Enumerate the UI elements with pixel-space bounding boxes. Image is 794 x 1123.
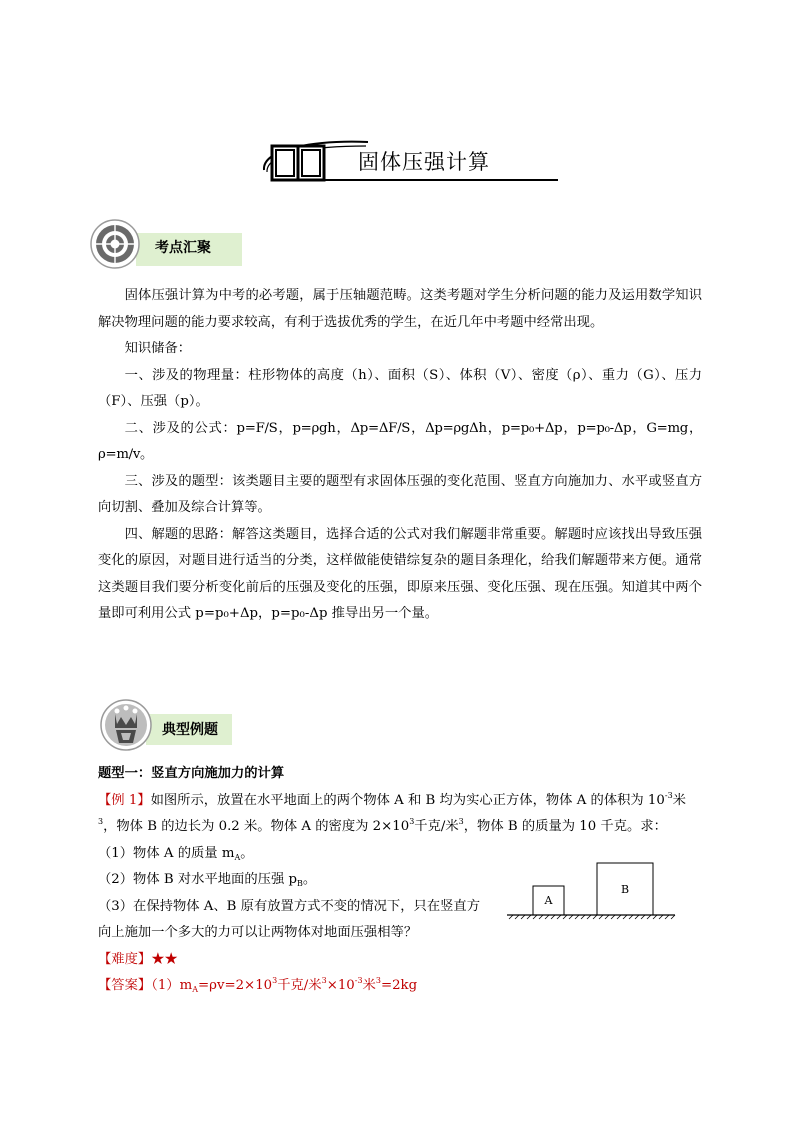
difficulty-stars: ★★ [151, 951, 178, 967]
exponent: -3 [354, 976, 363, 985]
block-b-label: B [620, 883, 630, 896]
answer-text: m [179, 978, 193, 993]
exponent: 3 [272, 976, 278, 985]
example-text: ，物体 B 的边长为 0.2 米。物体 A 的密度为 2×10 [103, 819, 410, 834]
knowledge-item-3: 三、涉及的题型：该类题目主要的题型有求固体压强的变化范围、竖直方向施加力、水平或竖直方向切割、叠加及综合计算等。 [98, 473, 702, 515]
section-title: 典型例题 [162, 722, 218, 738]
section1-body [98, 283, 702, 628]
answer-text: =ρv=2×10 [197, 978, 273, 993]
knowledge-item-2: 二、涉及的公式：p=F/S，p=ρgh，Δp=ΔF/S，Δp=ρgΔh，p=p₀+Δp，p=p₀-Δp，G=mg，ρ=m/v。 [98, 420, 702, 462]
answer-text: 千克/米 [277, 978, 322, 993]
knowledge-item-1: 一、涉及的物理量：柱形物体的高度（h）、面积（S）、体积（V）、密度（ρ）、重力（G）、压力（F）、压强（p）。 [98, 367, 702, 409]
exponent: 3 [375, 976, 381, 985]
intro-paragraph: 固体压强计算为中考的必考题，属于压轴题范畴。这类考题对学生分析问题的能力及运用数学知识解决物理问题的能力要求较高，有利于选拔优秀的学生，在近几年中考题中经常出现。 [98, 288, 702, 330]
exponent: 3 [98, 817, 104, 826]
block-a-label: A [544, 894, 553, 907]
subscript: A [192, 985, 198, 994]
knowledge-title: 知识储备： [124, 341, 192, 356]
answer-text: =2kg [380, 978, 418, 993]
subscript: B [297, 879, 303, 888]
question-type-title: 题型一：竖直方向施加力的计算 [98, 766, 285, 781]
question-text: 。 [240, 845, 254, 861]
question-3-line-1: （3）在保持物体 A、B 原有放置方式不变的情况下，只在竖直方 [98, 898, 481, 914]
difficulty-label: 【难度】 [98, 951, 152, 967]
section-title: 考点汇聚 [155, 240, 211, 256]
exponent: 3 [409, 817, 415, 826]
exponent: 3 [321, 976, 327, 985]
answer-text: ×10 [326, 978, 355, 993]
blocks-diagram [505, 858, 677, 924]
question-text: （1）物体 A 的质量 m [98, 845, 235, 861]
example-line-2 [98, 814, 702, 841]
question-3-line-2: 向上施加一个多大的力可以让两物体对地面压强相等？ [98, 925, 418, 940]
difficulty-line [98, 947, 702, 974]
example-text: 如图所示，放置在水平地面上的两个物体 A 和 B 均为实心正方体，物体 A 的体积为 10 [150, 792, 665, 808]
example-text: ，物体 B 的质量为 10 千克。求： [463, 819, 667, 834]
answer-label: 【答案】 [98, 978, 152, 993]
knowledge-item-4: 四、解题的思路：解答这类题目，选择合适的公式对我们解题非常重要。解题时应该找出导致压强变化的原因，对题目进行适当的分类，这样做能使错综复杂的题目条理化，给我们解题带来方便。通常这类题目我们要分析变化前后的压强及变化的压强，即原来压强、变化压强、现在压强。知道其中两个量即可利用公式 p=p₀+Δp，p=p₀-Δp 推导出另一个量。 [98, 526, 702, 621]
unit: 米 [672, 792, 686, 808]
example-line-1 [98, 788, 702, 815]
answer-text: 米 [362, 978, 376, 993]
exponent: 3 [458, 817, 464, 826]
answer-line [98, 973, 702, 1000]
question-text: （2）物体 B 对水平地面的压强 p [98, 872, 297, 887]
question-text: 。 [302, 872, 317, 887]
figure-blocks [505, 858, 677, 924]
exponent: -3 [664, 790, 673, 800]
page-title: 固体压强计算 [358, 150, 490, 174]
subscript: A [234, 852, 241, 862]
example-tag: 【例 1】 [98, 792, 151, 808]
example-text: 千克/米 [414, 819, 459, 834]
answer-text: （1） [151, 978, 180, 993]
